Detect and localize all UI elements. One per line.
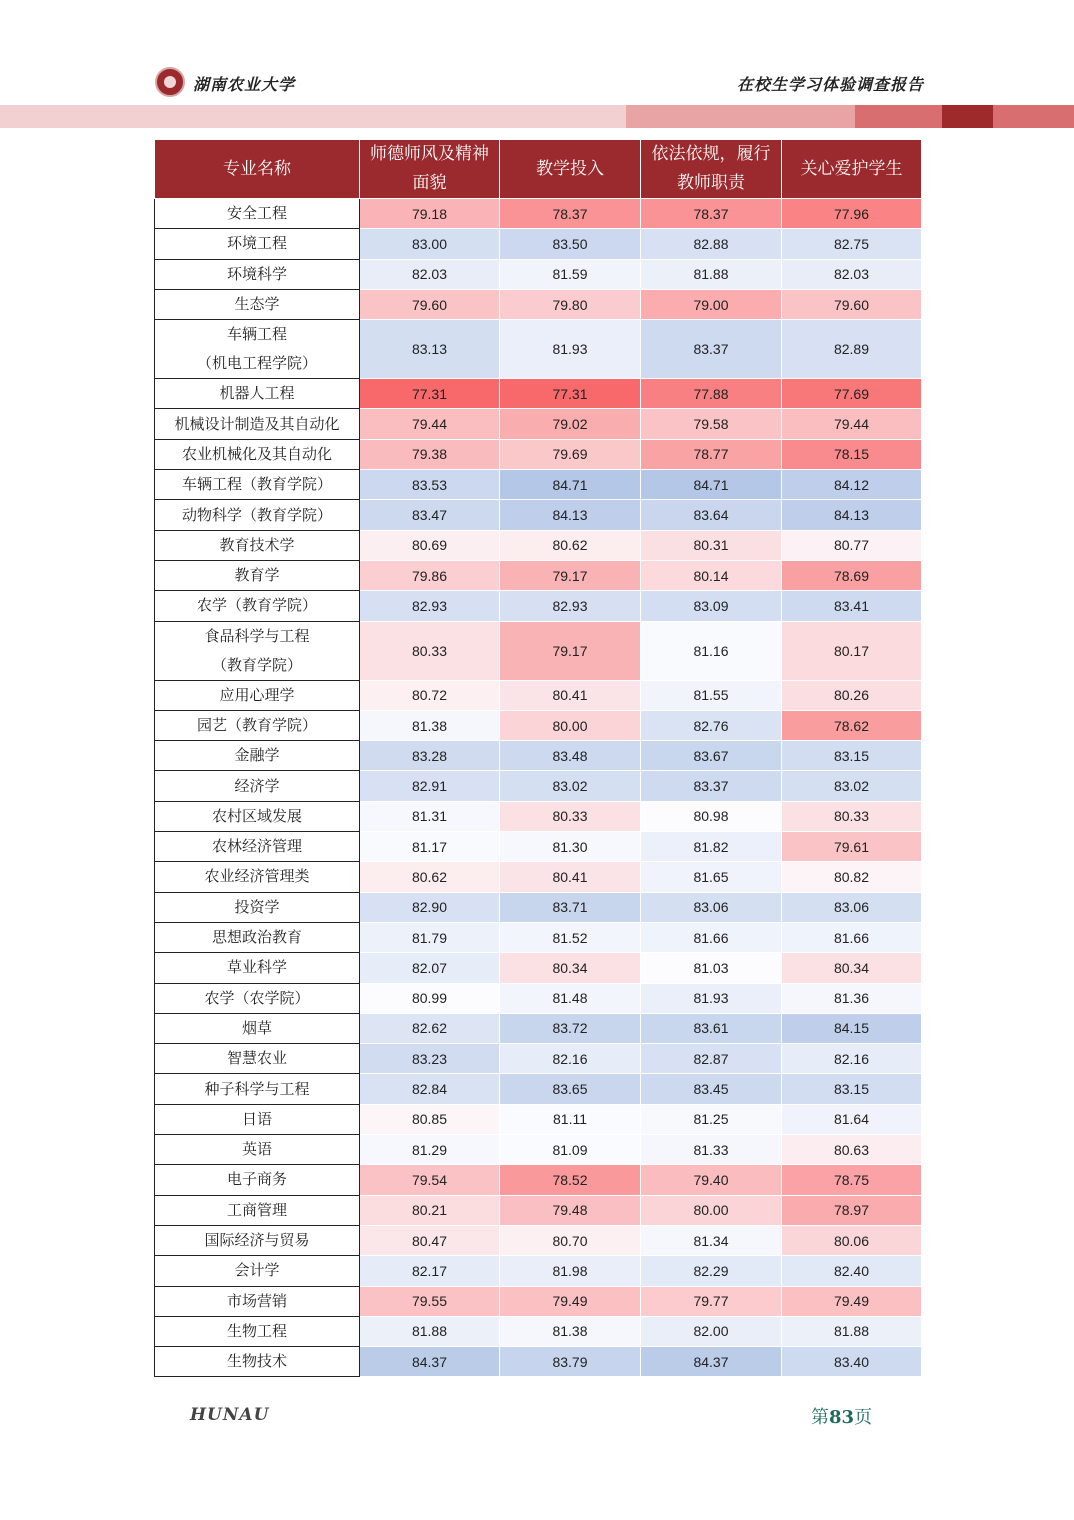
major-name-line: 农业机械化及其自动化: [181, 444, 332, 463]
major-name-line: 环境工程: [226, 234, 287, 253]
score-cell: 82.76: [641, 710, 782, 740]
table-row: [155, 470, 922, 500]
score-cell: 83.67: [641, 741, 782, 771]
table-row: [155, 832, 922, 862]
score-cell: 81.38: [360, 710, 500, 740]
score-cell: 78.52: [500, 1165, 641, 1195]
score-cell: 82.17: [360, 1256, 500, 1286]
score-cell: 78.37: [641, 199, 782, 229]
score-cell: 81.25: [641, 1104, 782, 1134]
table-row: [155, 1165, 922, 1195]
score-cell: 83.79: [500, 1347, 641, 1377]
score-cell: 82.16: [782, 1044, 922, 1074]
major-name-line: 工商管理: [226, 1200, 287, 1219]
score-cell: 82.84: [360, 1074, 500, 1104]
score-cell: 77.31: [360, 379, 500, 409]
table-row: [155, 1195, 922, 1225]
score-cell: 81.98: [500, 1256, 641, 1286]
score-cell: 80.47: [360, 1225, 500, 1255]
score-cell: 80.62: [500, 530, 641, 560]
table-row: [155, 621, 922, 680]
score-cell: 79.44: [782, 409, 922, 439]
col-header-care: 关心爱护学生: [782, 140, 922, 199]
score-cell: 82.03: [782, 259, 922, 289]
major-name-cell: [155, 892, 360, 922]
score-cell: 77.69: [782, 379, 922, 409]
major-name-line: 草业科学: [226, 958, 287, 977]
score-cell: 79.54: [360, 1165, 500, 1195]
score-cell: 84.37: [360, 1347, 500, 1377]
major-name-cell: [155, 229, 360, 259]
major-name-line: 机械设计制造及其自动化: [174, 414, 340, 433]
table-row: [155, 1044, 922, 1074]
score-cell: 82.89: [782, 320, 922, 379]
score-cell: 79.49: [782, 1286, 922, 1316]
major-name-cell: [155, 621, 360, 680]
major-name-cell: [155, 1347, 360, 1377]
score-cell: 80.33: [360, 621, 500, 680]
table-row: [155, 379, 922, 409]
score-cell: 83.02: [500, 771, 641, 801]
score-cell: 83.64: [641, 500, 782, 530]
score-cell: 80.33: [500, 801, 641, 831]
score-cell: 81.88: [782, 1316, 922, 1346]
score-cell: 84.15: [782, 1013, 922, 1043]
major-name-line: 生态学: [234, 295, 280, 314]
score-cell: 81.03: [641, 953, 782, 983]
score-table: [154, 139, 922, 1377]
major-name-cell: [155, 259, 360, 289]
col-header-ethics: 师德师风及精神面貌: [360, 140, 500, 199]
score-cell: 83.02: [782, 771, 922, 801]
major-name-cell: [155, 1316, 360, 1346]
score-cell: 83.06: [641, 892, 782, 922]
score-cell: 80.85: [360, 1104, 500, 1134]
page-number: [811, 1403, 872, 1429]
major-name-line: 车辆工程: [226, 325, 287, 344]
score-cell: 82.90: [360, 892, 500, 922]
score-cell: 78.77: [641, 439, 782, 469]
major-name-cell: [155, 1104, 360, 1134]
score-cell: 81.52: [500, 922, 641, 952]
major-name-line: 会计学: [234, 1261, 280, 1280]
major-name-line: 应用心理学: [219, 685, 295, 704]
major-name-line: 种子科学与工程: [204, 1079, 310, 1098]
score-cell: 80.82: [782, 862, 922, 892]
major-name-cell: [155, 560, 360, 590]
score-cell: 81.82: [641, 832, 782, 862]
score-cell: 82.62: [360, 1013, 500, 1043]
major-name-line: 英语: [241, 1140, 272, 1159]
score-cell: 80.69: [360, 530, 500, 560]
score-cell: 78.69: [782, 560, 922, 590]
major-name-line: 农学（教育学院）: [196, 596, 317, 615]
score-cell: 83.65: [500, 1074, 641, 1104]
score-cell: 80.17: [782, 621, 922, 680]
major-name-cell: [155, 1013, 360, 1043]
score-cell: 82.16: [500, 1044, 641, 1074]
table-row: [155, 1104, 922, 1134]
score-cell: 82.40: [782, 1256, 922, 1286]
table-row: [155, 710, 922, 740]
score-cell: 79.80: [500, 289, 641, 319]
header-stripe: [626, 105, 855, 128]
score-cell: 83.15: [782, 1074, 922, 1104]
score-cell: 82.87: [641, 1044, 782, 1074]
major-name-cell: [155, 320, 360, 379]
score-cell: 81.93: [500, 320, 641, 379]
major-name-cell: [155, 591, 360, 621]
table-row: [155, 801, 922, 831]
score-cell: 80.14: [641, 560, 782, 590]
score-cell: 81.55: [641, 680, 782, 710]
major-name-line: （教育学院）: [211, 655, 302, 674]
score-cell: 84.37: [641, 1347, 782, 1377]
score-cell: 80.00: [500, 710, 641, 740]
score-cell: 81.09: [500, 1135, 641, 1165]
major-name-cell: [155, 1135, 360, 1165]
score-cell: 82.88: [641, 229, 782, 259]
score-cell: 84.71: [500, 470, 641, 500]
score-cell: 81.36: [782, 983, 922, 1013]
table-row: [155, 1347, 922, 1377]
major-name-cell: [155, 1256, 360, 1286]
score-cell: 84.71: [641, 470, 782, 500]
table-row: [155, 530, 922, 560]
score-cell: 78.37: [500, 199, 641, 229]
score-cell: 82.03: [360, 259, 500, 289]
col-header-teaching-input: 教学投入: [500, 140, 641, 199]
table-row: [155, 409, 922, 439]
score-cell: 80.34: [782, 953, 922, 983]
score-cell: 81.33: [641, 1135, 782, 1165]
score-cell: 79.77: [641, 1286, 782, 1316]
table-row: [155, 862, 922, 892]
score-cell: 83.00: [360, 229, 500, 259]
score-cell: 81.16: [641, 621, 782, 680]
report-title: 在校生学习体验调查报告: [736, 75, 924, 94]
major-name-line: 烟草: [241, 1018, 272, 1037]
score-cell: 79.17: [500, 560, 641, 590]
score-cell: 81.66: [641, 922, 782, 952]
score-cell: 82.93: [360, 591, 500, 621]
score-cell: 81.29: [360, 1135, 500, 1165]
major-name-line: 动物科学（教育学院）: [181, 505, 332, 524]
score-cell: 79.48: [500, 1195, 641, 1225]
score-cell: 77.31: [500, 379, 641, 409]
page-header: [0, 0, 1074, 130]
major-name-cell: [155, 953, 360, 983]
score-cell: 79.18: [360, 199, 500, 229]
score-cell: 81.17: [360, 832, 500, 862]
major-name-cell: [155, 530, 360, 560]
header-stripe: [993, 105, 1074, 128]
major-name-line: 金融学: [234, 746, 280, 765]
score-cell: 80.41: [500, 862, 641, 892]
score-cell: 83.50: [500, 229, 641, 259]
score-cell: 81.59: [500, 259, 641, 289]
major-name-line: 安全工程: [226, 204, 287, 223]
table-row: [155, 1074, 922, 1104]
footer-brand: HUNAU: [190, 1405, 270, 1425]
major-name-line: 智慧农业: [226, 1049, 287, 1068]
major-name-cell: [155, 741, 360, 771]
score-cell: 79.55: [360, 1286, 500, 1316]
score-cell: 80.34: [500, 953, 641, 983]
score-cell: 80.21: [360, 1195, 500, 1225]
table-row: [155, 1316, 922, 1346]
score-cell: 81.65: [641, 862, 782, 892]
table-row: [155, 229, 922, 259]
major-name-line: 市场营销: [226, 1291, 287, 1310]
score-cell: 79.38: [360, 439, 500, 469]
score-cell: 80.63: [782, 1135, 922, 1165]
score-cell: 83.40: [782, 1347, 922, 1377]
major-name-cell: [155, 832, 360, 862]
major-name-line: 园艺（教育学院）: [196, 716, 317, 734]
score-cell: 79.44: [360, 409, 500, 439]
score-cell: 79.17: [500, 621, 641, 680]
score-cell: 80.62: [360, 862, 500, 892]
major-name-line: 农村区域发展: [211, 806, 302, 825]
major-name-cell: [155, 199, 360, 229]
table-row: [155, 289, 922, 319]
page-suffix: 页: [854, 1407, 873, 1428]
score-cell: 78.97: [782, 1195, 922, 1225]
score-cell: 80.33: [782, 801, 922, 831]
score-cell: 81.79: [360, 922, 500, 952]
major-name-cell: [155, 922, 360, 952]
score-cell: 83.45: [641, 1074, 782, 1104]
table-row: [155, 439, 922, 469]
score-cell: 83.53: [360, 470, 500, 500]
score-cell: 80.00: [641, 1195, 782, 1225]
major-name-line: 农学（农学院）: [204, 988, 310, 1007]
major-name-line: 日语: [241, 1109, 272, 1128]
score-cell: 83.47: [360, 500, 500, 530]
score-cell: 82.91: [360, 771, 500, 801]
header-stripe: [855, 105, 942, 128]
score-cell: 84.12: [782, 470, 922, 500]
major-name-line: 思想政治教育: [211, 928, 302, 947]
score-cell: 80.06: [782, 1225, 922, 1255]
score-cell: 83.61: [641, 1013, 782, 1043]
major-name-cell: [155, 862, 360, 892]
major-name-line: 农林经济管理: [211, 837, 302, 856]
score-cell: 79.61: [782, 832, 922, 862]
score-cell: 77.96: [782, 199, 922, 229]
table-body: [155, 199, 922, 1377]
major-name-cell: [155, 289, 360, 319]
table-row: [155, 680, 922, 710]
score-cell: 80.98: [641, 801, 782, 831]
university-logo-icon: [155, 67, 185, 97]
major-name-line: 车辆工程（教育学院）: [181, 475, 332, 494]
score-cell: 77.88: [641, 379, 782, 409]
score-cell: 80.41: [500, 680, 641, 710]
table-row: [155, 320, 922, 379]
table-row: [155, 591, 922, 621]
major-name-line: 生物技术: [226, 1352, 287, 1371]
score-cell: 79.00: [641, 289, 782, 319]
score-cell: 81.66: [782, 922, 922, 952]
table-row: [155, 741, 922, 771]
major-name-cell: [155, 439, 360, 469]
score-cell: 79.60: [360, 289, 500, 319]
score-cell: 82.75: [782, 229, 922, 259]
score-cell: 79.58: [641, 409, 782, 439]
score-cell: 83.06: [782, 892, 922, 922]
score-cell: 80.70: [500, 1225, 641, 1255]
major-name-line: 国际经济与贸易: [204, 1231, 310, 1250]
major-name-line: 食品科学与工程: [204, 626, 310, 645]
major-name-cell: [155, 1044, 360, 1074]
score-cell: 78.15: [782, 439, 922, 469]
score-cell: 82.29: [641, 1256, 782, 1286]
score-cell: 83.28: [360, 741, 500, 771]
header-stripe: [942, 105, 993, 128]
table-row: [155, 199, 922, 229]
score-cell: 79.02: [500, 409, 641, 439]
score-cell: 79.86: [360, 560, 500, 590]
score-cell: 81.48: [500, 983, 641, 1013]
major-name-cell: [155, 1225, 360, 1255]
score-cell: 83.37: [641, 320, 782, 379]
score-cell: 83.37: [641, 771, 782, 801]
major-name-line: 经济学: [234, 776, 280, 795]
score-cell: 83.13: [360, 320, 500, 379]
major-name-line: 生物工程: [226, 1321, 287, 1340]
score-cell: 81.38: [500, 1316, 641, 1346]
score-cell: 82.00: [641, 1316, 782, 1346]
table-row: [155, 892, 922, 922]
major-name-cell: [155, 409, 360, 439]
major-name-line: 教育学: [234, 566, 280, 585]
page-prefix: 第: [811, 1407, 829, 1428]
score-cell: 78.62: [782, 710, 922, 740]
score-cell: 80.72: [360, 680, 500, 710]
score-cell: 79.60: [782, 289, 922, 319]
score-cell: 81.34: [641, 1225, 782, 1255]
score-cell: 81.64: [782, 1104, 922, 1134]
score-cell: 84.13: [782, 500, 922, 530]
table-row: [155, 983, 922, 1013]
major-name-line: 电子商务: [226, 1170, 287, 1189]
table-row: [155, 922, 922, 952]
table-row: [155, 1013, 922, 1043]
score-cell: 78.75: [782, 1165, 922, 1195]
score-cell: 83.41: [782, 591, 922, 621]
major-name-cell: [155, 801, 360, 831]
score-cell: 80.99: [360, 983, 500, 1013]
major-name-cell: [155, 710, 360, 740]
major-name-cell: [155, 983, 360, 1013]
major-name-cell: [155, 1195, 360, 1225]
score-cell: 83.48: [500, 741, 641, 771]
page-number-value: 83: [829, 1407, 855, 1428]
major-name-cell: [155, 1074, 360, 1104]
table-row: [155, 953, 922, 983]
major-name-cell: [155, 500, 360, 530]
score-cell: 83.71: [500, 892, 641, 922]
major-name-line: 投资学: [234, 897, 280, 916]
major-name-cell: [155, 1165, 360, 1195]
table-row: [155, 500, 922, 530]
score-cell: 79.69: [500, 439, 641, 469]
score-cell: 83.09: [641, 591, 782, 621]
score-cell: 81.11: [500, 1104, 641, 1134]
score-cell: 82.07: [360, 953, 500, 983]
score-cell: 81.31: [360, 801, 500, 831]
major-name-line: （机电工程学院）: [196, 354, 317, 373]
major-name-line: 环境科学: [226, 264, 287, 283]
major-name-cell: [155, 379, 360, 409]
table-header-row: [155, 140, 922, 199]
score-cell: 80.26: [782, 680, 922, 710]
major-name-line: 教育技术学: [219, 535, 295, 554]
score-cell: 81.93: [641, 983, 782, 1013]
table-row: [155, 1286, 922, 1316]
major-name-line: 农业经济管理类: [204, 867, 310, 886]
score-cell: 81.30: [500, 832, 641, 862]
col-header-major: 专业名称: [155, 140, 360, 199]
table-row: [155, 259, 922, 289]
score-cell: 79.40: [641, 1165, 782, 1195]
score-cell: 83.23: [360, 1044, 500, 1074]
score-cell: 80.77: [782, 530, 922, 560]
score-cell: 79.49: [500, 1286, 641, 1316]
score-cell: 81.88: [641, 259, 782, 289]
major-name-line: 机器人工程: [219, 384, 295, 403]
table-row: [155, 1135, 922, 1165]
major-name-cell: [155, 470, 360, 500]
table-row: [155, 1225, 922, 1255]
score-cell: 83.15: [782, 741, 922, 771]
table-row: [155, 560, 922, 590]
header-stripe: [0, 105, 626, 128]
table-row: [155, 771, 922, 801]
major-name-cell: [155, 1286, 360, 1316]
score-cell: 80.31: [641, 530, 782, 560]
table-row: [155, 1256, 922, 1286]
major-name-cell: [155, 680, 360, 710]
col-header-duties: 依法依规，履行教师职责: [641, 140, 782, 199]
score-cell: 83.72: [500, 1013, 641, 1043]
score-cell: 82.93: [500, 591, 641, 621]
score-cell: 81.88: [360, 1316, 500, 1346]
score-cell: 84.13: [500, 500, 641, 530]
university-name: 湖南农业大学: [193, 75, 296, 94]
major-name-cell: [155, 771, 360, 801]
